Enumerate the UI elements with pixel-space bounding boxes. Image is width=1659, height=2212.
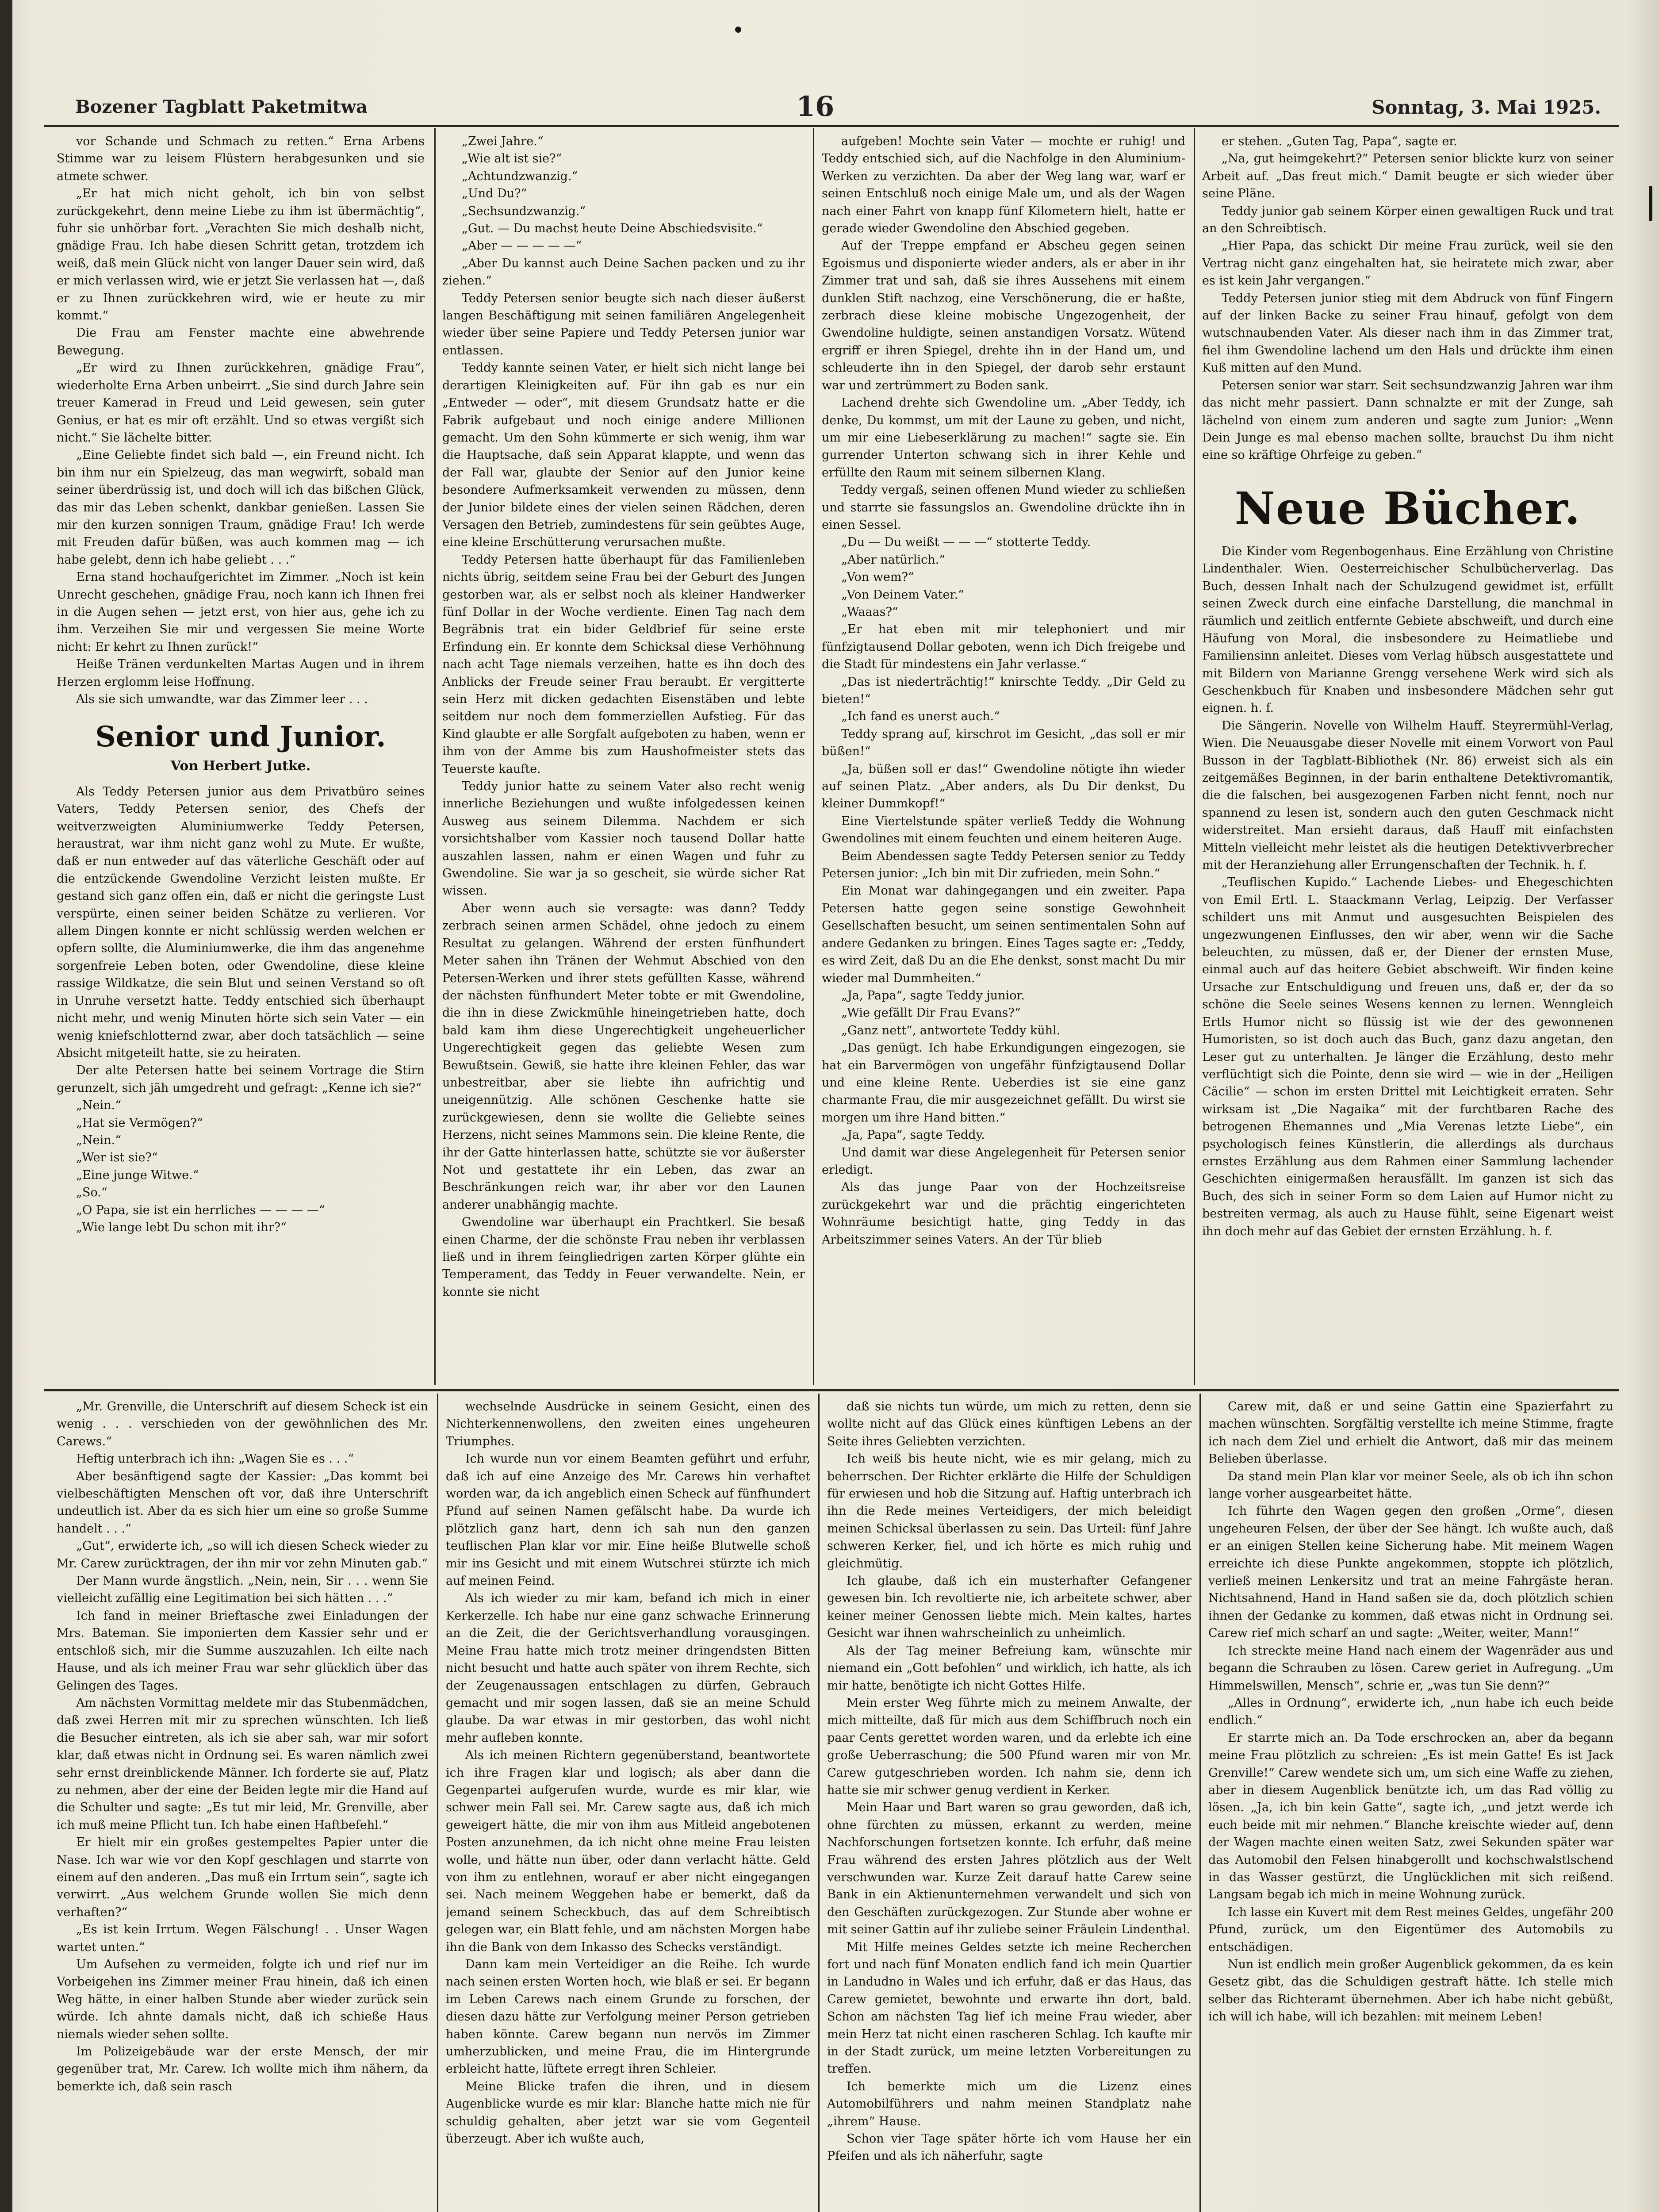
paragraph: Petersen senior war starr. Seit sechsundzwanzig Jahren war ihm das nicht mehr passiert. Dann schnalzte er mit der Zunge, sah lächelnd von einem zum anderen und sagte zum Junior: „Wenn Dein Junge es mal ebenso machen sollte, brauchst Du ihm nicht eine so kräftige Ohrfeige zu geben.“ [1202,378,1613,462]
bottom-column-2 [446,1398,810,2212]
paragraph: „Wie gefällt Dir Frau Evans?“ [841,1006,1021,1020]
paragraph: „Ja, Papa“, sagte Teddy. [841,1128,985,1142]
paragraph: Erna stand hochaufgerichtet im Zimmer. „Noch ist kein Unrecht geschehen, gnädige Frau, noch kann ich Ihnen frei in die Augen sehen — jetzt erst, von hier aus, gehe ich zu ihm. Verzeihen Sie mir und vergessen Sie meine Worte nicht: Er kehrt zu Ihnen zurück!“ [57,570,425,654]
bottom-column-1 [57,1398,428,2212]
paragraph: „Hat sie Vermögen?“ [76,1116,203,1130]
paragraph: „Wie lange lebt Du schon mit ihr?“ [76,1220,287,1234]
paragraph: Teddy junior hatte zu seinem Vater also recht wenig innerliche Beziehungen und wußte infolgedessen keinen Ausweg aus seinem Dilemma. Nachdem er sich vorsichtshalber vom Kassier noch tausend Dollar hatte auszahlen lassen, nahm er einen Wagen und fuhr zu Gwendoline. Sie war ja so gescheit, sie würde sicher Rat wissen. [442,780,805,898]
paragraph: „Wie alt ist sie?“ [462,152,562,166]
paragraph: Der Mann wurde ängstlich. „Nein, nein, Sir . . . wenn Sie vielleicht zufällig eine Legitimation bei sich hätten . . .“ [57,1574,428,1605]
paragraph: Ich bemerkte mich um die Lizenz eines Automobilführers und nahm meinen Standplatz nahe „ihrem“ Hause. [827,2079,1192,2128]
paragraph: Beim Abendessen sagte Teddy Petersen senior zu Teddy Petersen junior: „Ich bin mit Dir zufrieden, mein Sohn.“ [822,849,1185,881]
paragraph: Ich lasse ein Kuvert mit dem Rest meines Geldes, ungefähr 200 Pfund, zurück, um den Eigentümer des Automobils zu entschädigen. [1208,1905,1613,1954]
paragraph: „Von Deinem Vater.“ [841,588,964,602]
paragraph: Dann kam mein Verteidiger an die Reihe. Ich wurde nach seinen ersten Worten hoch, wie blaß er sei. Er begann im Leben Carews nach einem Grunde zu forschen, der diesen dazu hätte zur Verfolgung meiner Person getrieben haben könnte. Carew begann nun nervös im Zimmer umherzublicken, und meine Frau, die im Hintergrunde erbleicht hatte, lüftete erregt ihren Schleier. [446,1958,810,2076]
paragraph: er stehen. „Guten Tag, Papa“, sagte er. [1222,134,1457,148]
column-rule-1 [434,128,436,1385]
paragraph: „Waaas?“ [841,605,898,619]
bottom-column-rule-1 [437,1394,438,2212]
paragraph: „O Papa, sie ist ein herrliches — — — —“ [76,1203,325,1217]
paragraph: Mein erster Weg führte mich zu meinem Anwalte, der mich mitteilte, daß für mich aus dem Schiffbruch noch ein paar Cents gerettet worden waren, und da erlebte ich eine große Ueberraschung; die 500 Pfund waren mir von Mr. Carew gutgeschrieben worden. Ich nahm sie, denn ich hatte sie mir schwer genug verdient in Kerker. [827,1696,1192,1797]
top-column-1 [57,133,425,1385]
paragraph: Da stand mein Plan klar vor meiner Seele, als ob ich ihn schon lange vorher ausgearbeitet hätte. [1208,1469,1613,1501]
bottom-column-rule-3 [1199,1394,1201,2212]
paragraph: Er hielt mir ein großes gestempeltes Papier unter die Nase. Ich war wie vor den Kopf geschlagen und starrte von einem auf den anderen. „Das muß ein Irrtum sein“, sagte ich verwirrt. „Aus welchem Grunde wollen Sie mich denn verhaften?“ [57,1836,428,1919]
paragraph: Ich streckte meine Hand nach einem der Wagenräder aus und begann die Schrauben zu lösen. Carew geriet in Aufregung. „Um Himmelswillen, Mensch“, schrie er, „was tun Sie denn?“ [1208,1644,1613,1693]
paragraph: Ich führte den Wagen gegen den großen „Orme“, diesen ungeheuren Felsen, der über der See hängt. Ich wußte auch, daß er an einigen Stellen keine Sicherung habe. Mit meinem Wagen erreichte ich diese Punkte angekommen, stoppte ich plötzlich, verließ meinen Lenkersitz und trat an meine Fahrgäste heran. Nichtsahnend, Hand in Hand saßen sie da, doch plötzlich schien ihnen der Gedanke zu kommen, daß etwas nicht in Ordnung sei. Carew rief mich scharf an und sagte: „Weiter, weiter, Mann!“ [1208,1504,1613,1640]
page-number: 16 [796,90,835,123]
paragraph: „Von wem?“ [841,570,914,584]
paragraph: „Hier Papa, das schickt Dir meine Frau zurück, weil sie den Vertrag nicht ganz eingehalten hat, sie heiratete mich zwar, aber es ist kein Jahr vergangen.“ [1202,239,1613,288]
column-rule-3 [1194,128,1195,1385]
bottom-column-3 [827,1398,1192,2212]
story-author: Von Herbert Jutke. [170,758,311,774]
header-date: Sonntag, 3. Mai 1925. [1372,96,1601,118]
paragraph: Teddy Petersen hatte überhaupt für das Familienleben nichts übrig, seitdem seine Frau bei der Geburt des Jungen gestorben war, als er selbst noch als kleiner Handwerker fünf Dollar in der Woche verdiente. Einen Tag nach dem Begräbnis trat ein bider Geldbrief für seine erste Erfindung ein. Er konnte dem Schicksal diese Verhöhnung nach acht Tage niemals verzeihen, hatte es ihn doch des Anblicks der Freude seiner Frau beraubt. Er vergitterte sein Herz mit dicken gedachten Eisenstäben und lebte seitdem nur noch dem fommerziellen Aufstieg. Für das Kind glaubte er alle Sorgfalt aufgeboten zu haben, wenn er ihm von der Amme bis zum Haushofmeister stets das Teuerste kaufte. [442,553,805,776]
paragraph: „Na, gut heimgekehrt?“ Petersen senior blickte kurz von seiner Arbeit auf. „Das freut mich.“ Damit beugte er sich wieder über seine Pläne. [1202,152,1613,201]
paragraph: Ich glaube, daß ich ein musterhafter Gefangener gewesen bin. Ich revoltierte nie, ich arbeitete schwer, aber keiner meiner Genossen liebte mich. Mein kaltes, hartes Gesicht war ihnen wahrscheinlich zu unheimlich. [827,1574,1192,1640]
paragraph: „Ganz nett“, antwortete Teddy kühl. [841,1023,1061,1037]
paragraph: Heftig unterbrach ich ihn: „Wagen Sie es . . .“ [76,1452,354,1466]
paragraph: Schon vier Tage später hörte ich vom Hause her ein Pfeifen und als ich näherfuhr, sagte [827,2132,1192,2163]
paragraph: „Er hat mich nicht geholt, ich bin von selbst zurückgekehrt, denn meine Liebe zu ihm ist übermächtig“, fuhr sie unhörbar fort. „Verachten Sie mich deshalb nicht, gnädige Frau. Ich habe diesen Schritt getan, trotzdem ich weiß, daß mein Glück nicht von langer Dauer sein wird, daß er mich verlassen wird, wie er jetzt Sie verlassen hat —, daß er zu Ihnen zurückkehren wird, wie er heute zu mir kommt.“ [57,187,425,323]
paragraph: „Sechsundzwanzig.“ [462,204,586,218]
ink-spot [735,27,741,33]
paragraph: „Eine Geliebte findet sich bald —, ein Freund nicht. Ich bin ihm nur ein Spielzeug, das man wegwirft, sobald man seiner überdrüssig ist, und doch will ich das bißchen Glück, das mir das Leben schenkt, dankbar genießen. Lassen Sie mir den kurzen sonnigen Traum, gnädige Frau! Ich werde mit Freuden dafür büßen, was auch kommen mag — ich habe gelebt, denn ich habe geliebt . . .“ [57,448,425,567]
paragraph: Aber besänftigend sagte der Kassier: „Das kommt bei vielbeschäftigten Menschen oft vor, daß ihre Unterschrift undeutlich ist. Aber da es sich hier um eine so große Summe handelt . . .“ [57,1469,428,1536]
paragraph: Carew mit, daß er und seine Gattin eine Spazierfahrt zu machen wünschten. Sorgfältig verstellte ich meine Stimme, fragte ich nach dem Ziel und erhielt die Antwort, daß mir das meinem Belieben überlasse. [1208,1400,1613,1466]
books-section-title: Neue Bücher. [1234,482,1581,534]
paragraph: „Eine junge Witwe.“ [76,1168,199,1182]
paragraph: Aber wenn auch sie versagte: was dann? Teddy zerbrach seinen armen Schädel, ohne jedoch zu einem Resultat zu gelangen. Während der ersten fünfhundert Meter sahen ihn Tränen der Wehmut Abschied von den Petersen-Werken und ihrer stets gefüllten Kasse, während der nächsten fünfhundert Meter tobte er mit Gwendoline, die ihn in diese Zwickmühle hineingetrieben hatte, doch bald kam ihm diese Ungerechtigkeit ungeheuerlicher Ungerechtigkeit gegen das geliebte Wesen zum Bewußtsein. Gewiß, sie hatte ihre kleinen Fehler, das war unbestreitbar, aber sie liebte ihn aufrichtig und uneigennützig. Alle schönen Geschenke hatte sie zurückgewiesen, denn sie wollte die Geliebte seines Herzens, nicht seines Mammons sein. Die kleine Rente, die ihr der Gatte hinterlassen hatte, schützte sie vor äußerster Not und gestattete ihr ein Leben, das zwar an Beschränkungen reich war, ihr aber vor den Launen anderer unabhängig machte. [442,901,805,1212]
page-header [44,88,1619,124]
paragraph: Er starrte mich an. Da Tode erschrocken an, aber da begann meine Frau plötzlich zu schreien: „Es ist mein Gatte! Es ist Jack Grenville!“ Carew wendete sich um, um sich eine Waffe zu ziehen, aber in diesem Augenblick benützte ich, um das Rad völlig zu lösen. „Ja, ich bin kein Gatte“, sagte ich, „und jetzt werde ich euch beide mit mir nehmen.“ Blanche kreischte wieder auf, denn der Wagen machte einen weiten Satz, zwei Sekunden später war das Automobil den Felsen hinabgerollt und kochschwalstlschend in das Wasser gestürzt, die Unglücklichen mit sich reißend. Langsam begab ich mich in meine Wohnung zurück. [1208,1731,1613,1902]
paragraph: wechselnde Ausdrücke in seinem Gesicht, einen des Nichterkennenwollens, den zweiten eines ungeheuren Triumphes. [446,1400,810,1448]
paragraph: „Ich fand es unerst auch.“ [841,710,1000,724]
paragraph: Als ich meinen Richtern gegenüberstand, beantwortete ich ihre Fragen klar und logisch; als aber dann die Gegenpartei aufgerufen wurde, wurde es mir klar, wie schwer mein Fall sei. Mr. Carew sagte aus, daß ich mich geweigert hätte, die mir von ihm aus Mitleid angebotenen Posten anzunehmen, da ich nicht ohne meine Frau leisten wolle, und hätte nun über, oder dann verlacht hätte. Geld von ihm zu entlehnen, worauf er aber nicht eingegangen sei. Nach meinem Weggehen habe er bemerkt, daß da jemand seinem Scheckbuch, das auf dem Schreibtisch gelegen war, ein Blatt fehle, und am nächsten Morgen habe ihn die Bank von dem Inkasso des Schecks verständigt. [446,1748,810,1954]
paragraph: vor Schande und Schmach zu retten.“ Erna Arbens Stimme war zu leisem Flüstern herabgesunken und sie atmete schwer. [57,134,425,183]
paragraph: Als der Tag meiner Befreiung kam, wünschte mir niemand ein „Gott befohlen“ und wirklich, ich hatte, als ich mir hatte, benötigte ich nicht Gottes Hilfe. [827,1644,1192,1693]
paragraph: „Nein.“ [76,1133,122,1147]
header-rule [44,125,1619,127]
paragraph: Die Frau am Fenster machte eine abwehrende Bewegung. [57,326,425,357]
paragraph: „Aber Du kannst auch Deine Sachen packen und zu ihr ziehen.“ [442,256,805,288]
paragraph: Mein Haar und Bart waren so grau geworden, daß ich, ohne fürchten zu müssen, erkannt zu werden, meine Nachforschungen fortsetzen konnte. Ich erfuhr, daß meine Frau während des ersten Jahres plötzlich aus der Welt verschwunden war. Kurze Zeit darauf hatte Carew seine Bank in ein Aktienunternehmen verwandelt und sich von den Geschäften zurückgezogen. Zur Stunde aber wohne er mit seiner Gattin auf ihr zuliebe seiner Fräulein Lindenthal. [827,1801,1192,1937]
paragraph: Am nächsten Vormittag meldete mir das Stubenmädchen, daß zwei Herren mit mir zu sprechen wünschten. Ich ließ die Besucher eintreten, als ich sie aber sah, war mir sofort klar, daß etwas nicht in Ordnung sei. Es waren nämlich zwei sehr ernst dreinblickende Männer. Ich forderte sie auf, Platz zu nehmen, aber der eine der Beiden legte mir die Hand auf die Schulter und sagte: „Es tut mir leid, Mr. Grenville, aber ich muß meine Pflicht tun. Ich habe einen Haftbefehl.“ [57,1696,428,1832]
paragraph: „Teuflischen Kupido.“ Lachende Liebes- und Ehegeschichten von Emil Ertl. L. Staackmann Verlag, Leipzig. Der Verfasser schildert uns mit Anmut und ausgesuchten Beispielen des ungezwungenen Einflusses, den wir aber, wenn wir die Sache beleuchten, zu müssen, daß er, der Diener der ernsten Muse, einmal auch auf das heitere Gebiet abschweift. Wir finden keine Ursache zur Entschuldigung und freuen uns, daß er, der da so schöne die Seele seines Wesens kennen zu lernen. Wenngleich Ertls Humor nicht so flüssig ist wie der des gewonnenen Humoristen, so ist doch auch das Buch, ganz dazu angetan, den Leser gut zu unterhalten. Je länger die Erzählung, desto mehr verflüchtigt sich die Pointe, denn sie wird — wie in der „Heiligen Cäcilie“ — schon im ersten Drittel mit Leichtigkeit erraten. Sehr wirksam ist „Die Nagaika“ mit der furchtbaren Rache des betrogenen Ehemannes und „Mia Verenas letzte Liebe“, ein psychologisch feines Künstlerin, die allerdings als durchaus ernstes Erzählung aus dem Rahmen einer Sammlung lachender Geschichten einigermaßen herausfällt. Im ganzen ist sich das Buch, des sich in seiner Form so dem Laien auf Humor nicht zu bestreiten vermag, als auch zu Hause fühlt, seine Eigenart weist ihn doch mehr auf das Gebiet der ernsten Erzählung. h. f. [1202,876,1613,1238]
paragraph: „Alles in Ordnung“, erwiderte ich, „nun habe ich euch beide endlich.“ [1208,1696,1613,1728]
paragraph: „Achtundzwanzig.“ [462,169,578,183]
paragraph: Im Polizeigebäude war der erste Mensch, der mir gegenüber trat, Mr. Carew. Ich wollte mich ihm nähern, da bemerkte ich, daß sein rasch [57,2045,428,2093]
paragraph: „Aber natürlich.“ [841,553,946,567]
paragraph: Heiße Tränen verdunkelten Martas Augen und in ihrem Herzen erglomm leise Hoffnung. [57,657,425,689]
column-rule-2 [813,128,814,1385]
paragraph: Meine Blicke trafen die ihren, und in diesem Augenblicke wurde es mir klar: Blanche hatte mich nie für schuldig gehalten, aber jetzt war sie vom Gegenteil überzeugt. Aber ich wußte auch, [446,2079,810,2146]
paragraph: Eine Viertelstunde später verließ Teddy die Wohnung Gwendolines mit einem feuchten und einem heiteren Auge. [822,814,1185,846]
paragraph: daß sie nichts tun würde, um mich zu retten, denn sie wollte nicht auf das Glück eines künftigen Lebens an der Seite ihres Geliebten verzichten. [827,1400,1192,1448]
section-rule [44,1389,1619,1391]
paragraph: „Und Du?“ [462,187,527,201]
paragraph: Mit Hilfe meines Geldes setzte ich meine Recherchen fort und nach fünf Monaten endlich fand ich mein Quartier in Landudno in Wales und ich erfuhr, daß er das Haus, das Carew gemietet, bewohnte und erwarte ihn dort, bald. Schon am nächsten Tag lief ich meine Frau wieder, aber mein Herz tat nicht einen rascheren Schlag. Ich kaufte mir in der Stadt zurück, um meine letzten Vorbereitungen zu treffen. [827,1940,1192,2076]
top-column-4 [1202,133,1613,1385]
paragraph: Als ich wieder zu mir kam, befand ich mich in einer Kerkerzelle. Ich habe nur eine ganz schwache Erinnerung an die Zeit, die der Gerichtsverhandlung vorausgingen. Meine Frau hatte mich trotz meiner dringendsten Bitten nicht besucht und hatte auch später von ihrem Rechte, sich der Zeugenaussagen entschlagen zu dürfen, Gebrauch gemacht und mir sogen lassen, daß sie an meine Schuld glaube. Da war etwas in mir gestorben, das wohl nicht mehr aufleben konnte. [446,1591,810,1745]
paragraph: Der alte Petersen hatte bei seinem Vortrage die Stirn gerunzelt, sich jäh umgedreht und gefragt: „Kenne ich sie?“ [57,1064,425,1095]
paragraph: Auf der Treppe empfand er Abscheu gegen seinen Egoismus und disponierte wieder anders, als er aber in ihr Zimmer trat und sah, daß sie ihres Aussehens mit einem dunklen Stift nachzog, eine Verschönerung, die er haßte, zerbrach diese kleine mobische Ungezogenheit, der Gwendoline huldigte, seinen anstandigen Vorsatz. Wütend ergriff er ihren Spiegel, drehte ihn in der Hand um, und schleuderte ihn in den Spiegel, der darob sehr erstaunt war und zertrümmert zu Boden sank. [822,239,1185,392]
paragraph: „Nein.“ [76,1098,122,1113]
paragraph: Und damit war diese Angelegenheit für Petersen senior erledigt. [822,1145,1185,1177]
paragraph: Ich fand in meiner Brieftasche zwei Einladungen der Mrs. Bateman. Sie imponierten dem Kassier sehr und er entschloß sich, mir die Summe auszuzahlen. Ich eilte nach Hause, und als ich meiner Frau war sehr glücklich über das Gelingen des Tages. [57,1609,428,1693]
paragraph: Als sie sich umwandte, war das Zimmer leer . . . [76,692,368,706]
paragraph: „Er hat eben mit mir telephoniert und mir fünfzigtausend Dollar geboten, wenn ich Dich freigebe und die Stadt für mindestens ein Jahr verlasse.“ [822,622,1185,672]
paragraph: „Gut. — Du machst heute Deine Abschiedsvisite.“ [462,222,763,236]
paragraph: „Aber — — — — —“ [462,239,582,253]
paragraph: Gwendoline war überhaupt ein Prachtkerl. Sie besaß einen Charme, der die schönste Frau neben ihr verblassen ließ und in ihrem feingliedrigen zarten Körper glühte ein Temperament, das Teddy in Feuer verwandelte. Nein, er konnte sie nicht [442,1215,805,1299]
paragraph: Teddy Petersen senior beugte sich nach dieser äußerst langen Beschäftigung mit seinen familiären Angelegenheit wieder über seine Papiere und Teddy Petersen junior war entlassen. [442,291,805,357]
paragraph: Als Teddy Petersen junior aus dem Privatbüro seines Vaters, Teddy Petersen senior, des Chefs der weitverzweigten Aluminiumwerke Teddy Petersen, heraustrat, war ihm nicht ganz wohl zu Mute. Er wußte, daß er nun entweder auf das väterliche Geschäft oder auf die entzückende Gwendoline Verzicht leisten mußte. Er gestand sich ganz offen ein, daß er nicht die geringste Lust verspürte, einen seiner beiden Schätze zu verlieren. Vor allem Dingen konnte er nicht schlüssig werden welchen er opfern sollte, die Aluminiumwerke, die ihm das angenehme sorgenfreie Leben boten, oder Gwendoline, diese kleine rassige Wildkatze, die sein Blut und seinen Verstand so oft in Unruhe versetzt hatte. Teddy entschied sich überhaupt nicht mehr, und wenig Minuten hörte sich sein Vater — ein wenig kniefschlotternd zwar, aber doch tatsächlich — seine Absicht mitgeteilt hatte, sie zu heiraten. [57,784,425,1060]
paragraph: Um Aufsehen zu vermeiden, folgte ich und rief nur im Vorbeigehen ins Zimmer meiner Frau hinein, daß ich einen Weg hätte, in einer halben Stunde aber wieder zurück sein würde. Ich ahnte damals nicht, daß ich schieße Haus niemals wieder sehen sollte. [57,1958,428,2041]
paragraph: Teddy sprang auf, kirschrot im Gesicht, „das soll er mir büßen!“ [822,727,1185,759]
paragraph: Ich wurde nun vor einem Beamten geführt und erfuhr, daß ich auf eine Anzeige des Mr. Carews hin verhaftet worden war, da ich angeblich einen Scheck auf fünfhundert Pfund auf seinen Namen gefälscht habe. Da wurde ich plötzlich ganz hart, denn ich sah nun den ganzen teuflischen Plan klar vor mir. Eine heiße Blutwelle schoß mir ins Gesicht und mit einem Wutschrei stürzte ich mich auf meinen Feind. [446,1452,810,1588]
paragraph: Lachend drehte sich Gwendoline um. „Aber Teddy, ich denke, Du kommst, um mit der Laune zu geben, und nicht, um mir eine Liebeserklärung zu machen!“ sagte sie. Ein gurrender Unterton schwang sich in ihrer Kehle und erfüllte den Raum mit seinem silbernen Klang. [822,396,1185,480]
paragraph: „Gut“, erwiderte ich, „so will ich diesen Scheck wieder zu Mr. Carew zurücktragen, der ihn mir vor zehn Minuten gab.“ [57,1539,428,1571]
paragraph: „Zwei Jahre.“ [462,134,544,148]
story-title: Senior und Junior. [95,720,386,754]
paragraph: „Wer ist sie?“ [76,1151,158,1165]
paragraph: Teddy kannte seinen Vater, er hielt sich nicht lange bei derartigen Kleinigkeiten auf. Für ihn gab es nur ein „Entweder — oder“, mit diesem Grundsatz hatte er die Fabrik aufgebaut und noch einige andere Millionen gemacht. Um den Sohn kümmerte er sich wenig, ihm war die Hauptsache, daß sein Apparat klappte, und wenn das der Fall war, glaubte der Senior auf den Junior keine besondere Aufmerksamkeit verwenden zu müssen, denn der Junior bildete eines der vielen seinen Rädchen, deren Versagen den Betrieb, zumindestens für sein geübtes Auge, eine kleine Erschütterung verursachen mußte. [442,361,805,549]
top-column-2 [442,133,805,1385]
paragraph: „Ja, Papa“, sagte Teddy junior. [841,988,1025,1002]
paragraph: aufgeben! Mochte sein Vater — mochte er ruhig! und Teddy entschied sich, auf die Nachfolge in den Aluminium-Werken zu verzichten. Da aber der Weg lang war, warf er seinen Entschluß noch einige Male um, und als der Wagen nach einer Fahrt von knapp fünf Kilometern hielt, hatte er gerade wieder Gwendoline den Abschied gegeben. [822,134,1185,236]
top-column-3 [822,133,1185,1385]
paragraph: Teddy junior gab seinem Körper einen gewaltigen Ruck und trat an den Schreibtisch. [1202,204,1613,236]
paragraph: „Es ist kein Irrtum. Wegen Fälschung! . . Unser Wagen wartet unten.“ [57,1923,428,1954]
header-masthead: Bozener Tagblatt Paketmitwa [75,96,368,117]
paragraph: Die Sängerin. Novelle von Wilhelm Hauff. Steyrermühl-Verlag, Wien. Die Neuausgabe dieser Novelle mit einem Vorwort von Paul Busson in der Tagblatt-Bibliothek (Nr. 86) erweist sich als ein zeitgemäßes Beginnen, in der barin enthaltene Detektivromantik, die die falschen, bei ausgezogenen Farben nicht fennt, noch nur spannend zu lesen ist, sondern auch den guten Geschmack nicht widerstreitet. Man ersieht daraus, daß Hauff mit einfachsten Mitteln vielleicht mehr leistet als die heutigen Detektivverbrecher mit der Heranziehung aller Errungenschaften der Technik. h. f. [1202,718,1613,872]
paragraph: „Er wird zu Ihnen zurückkehren, gnädige Frau“, wiederholte Erna Arben unbeirrt. „Sie sind durch Jahre sein treuer Kamerad in Freud und Leid gewesen, sein guter Genius, er hat es mir oft erzählt. Und so etwas vergißt sich nicht.“ Sie lächelte bitter. [57,361,425,445]
paragraph: Teddy Petersen junior stieg mit dem Abdruck von fünf Fingern auf der linken Backe zu seiner Frau hinauf, gefolgt von dem wutschnaubenden Vater. Als dieser nach ihm in das Zimmer trat, fiel ihm Gwendoline lachend um den Hals und drückte ihm einen Kuß mitten auf den Mund. [1202,291,1613,375]
paragraph: Ein Monat war dahingegangen und ein zweiter. Papa Petersen hatte gegen seine sonstige Gewohnheit Gesellschaften besucht, um seinen sentimentalen Sohn auf andere Gedanken zu bringen. Eines Tages sagte er: „Teddy, es wird Zeit, daß Du an die Ehe denkst, sonst macht Du mir wieder mal Dummheiten.“ [822,884,1185,985]
bottom-column-4 [1208,1398,1613,2212]
bottom-column-rule-2 [818,1394,820,2212]
paragraph: Nun ist endlich mein großer Augenblick gekommen, da es kein Gesetz gibt, das die Schuldigen gestraft hätte. Ich stelle mich selber das Richteramt übernehmen. Aber ich habe nicht gebüßt, ich will ich habe, will ich bezahlen: mit meinem Leben! [1208,1958,1613,2024]
paragraph: „Das ist niederträchtig!“ knirschte Teddy. „Dir Geld zu bieten!“ [822,675,1185,706]
paragraph: „So.“ [76,1186,107,1200]
paragraph: Die Kinder vom Regenbogenhaus. Eine Erzählung von Christine Lindenthaler. Wien. Oesterreichischer Schulbücherverlag. Das Buch, dessen Inhalt nach der Schulzugend gewidmet ist, erfüllt seinen Zweck durch eine einfache Darstellung, die manchmal in räumlich und zeitlich entfernte Gebiete abschweift, und durch eine Häufung von Moral, die insbesondere zu Heimatliebe und Familiensinn anleitet. Dieses vom Verlag hübsch ausgestattete und mit Bildern von Marianne Grengg versehene Werk wird sich als Geschenkbuch für Knaben und insbesondere Mädchen sehr gut eignen. h. f. [1202,544,1613,715]
ink-spot [1649,186,1652,221]
paragraph: Teddy vergaß, seinen offenen Mund wieder zu schließen und starrte sie fassungslos an. Gwendoline drückte ihn in einen Sessel. [822,483,1185,532]
paragraph: Ich weiß bis heute nicht, wie es mir gelang, mich zu beherrschen. Der Richter erklärte die Hilfe der Schuldigen für erwiesen und hob die Sitzung auf. Haftig unterbrach ich ihn die Rede meines Verteidigers, der mich beleidigt meinen Schicksal überlassen zu sein. Das Urteil: fünf Jahre schweren Kerker, fiel, und ich hörte es mich ruhig und gleichmütig. [827,1452,1192,1571]
paragraph: „Mr. Grenville, die Unterschrift auf diesem Scheck ist ein wenig . . . verschieden von der gewöhnlichen des Mr. Carews.“ [57,1400,428,1448]
paragraph: „Das genügt. Ich habe Erkundigungen eingezogen, sie hat ein Barvermögen von ungefähr fünfzigtausend Dollar und eine kleine Rente. Ueberdies ist sie eine ganz charmante Frau, die mir ausgezeichnet gefällt. Du wirst sie morgen um ihre Hand bitten.“ [822,1041,1185,1125]
paragraph: Als das junge Paar von der Hochzeitsreise zurückgekehrt war und die prächtig eingerichteten Wohnräume besichtigt hatte, ging Teddy in das Arbeitszimmer seines Vaters. An der Tür blieb [822,1180,1185,1247]
paragraph: „Ja, büßen soll er das!“ Gwendoline nötigte ihn wieder auf seinen Platz. „Aber anders, als Du Dir denkst, Du kleiner Dummkopf!“ [822,762,1185,811]
scan-edge [0,0,12,2212]
paragraph: „Du — Du weißt — — —“ stotterte Teddy. [841,535,1091,549]
